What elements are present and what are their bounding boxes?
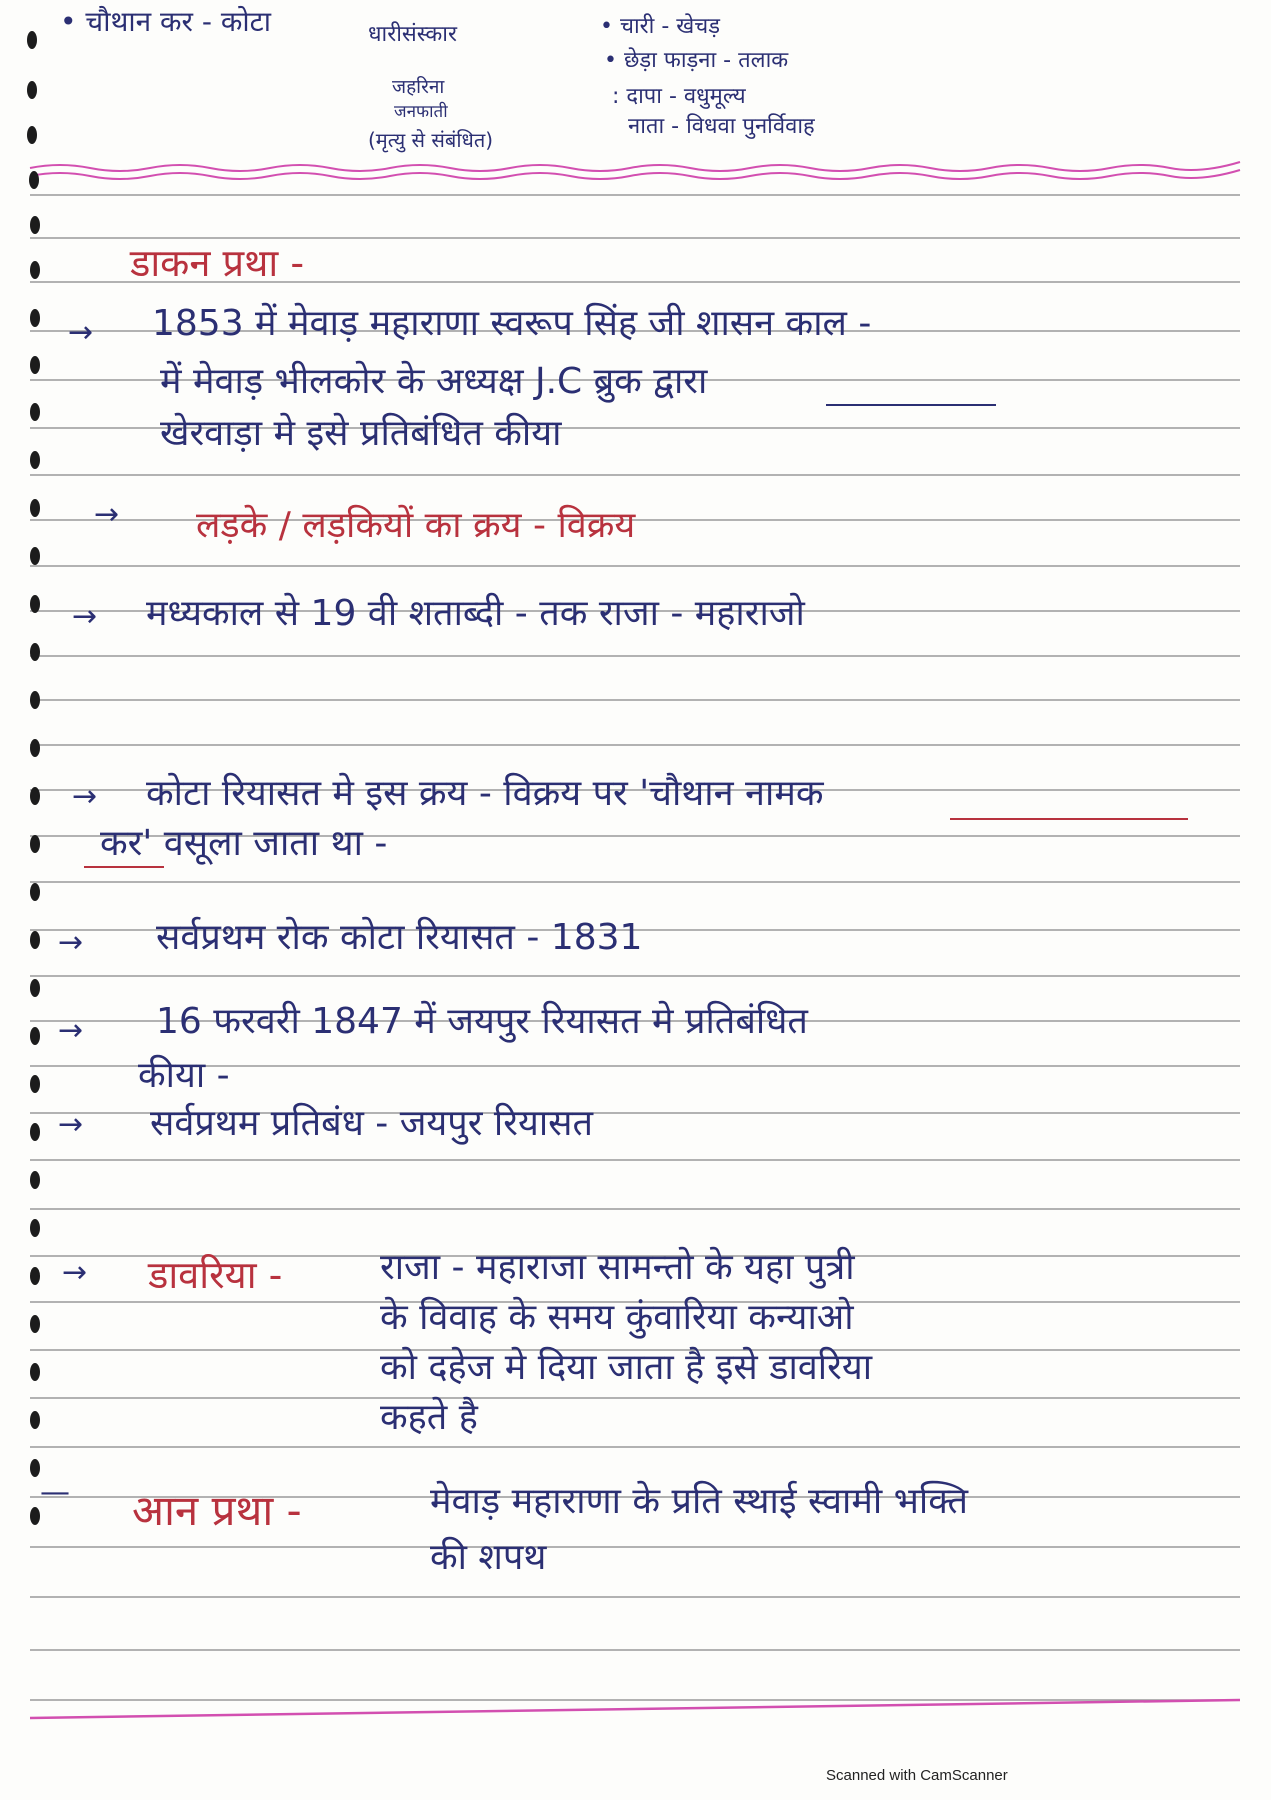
trade-jaipur-first-ban: सर्वप्रथम प्रतिबंध - जयपुर रियासत [150,1103,594,1144]
arrow-icon: → [68,315,94,350]
jc-brook-underline [826,404,996,406]
davariya-line3: को दहेज मे दिया जाता है इसे डावरिया [380,1347,873,1388]
aan-heading: आन प्रथा - [132,1486,302,1535]
arrow-icon: → [94,497,120,532]
trade-heading: लड़के / लड़कियों का क्रय - विक्रय [196,505,636,546]
dakan-text-line2: में मेवाड़ भीलकोर के अध्यक्ष J.C ब्रुक द्वारा [160,361,708,402]
header-col2-title: धारीसंस्कार [368,22,457,47]
dakan-text-line3: खेरवाड़ा मे इसे प्रतिबंधित कीया [160,413,562,454]
arrow-icon: → [62,1255,88,1290]
arrow-icon: → [72,779,98,814]
arrow-icon: → [58,925,84,960]
davariya-line2: के विवाह के समय कुंवारिया कन्याओ [380,1297,854,1338]
davariya-heading: डावरिया - [148,1253,283,1297]
aan-line1: मेवाड़ महाराणा के प्रति स्थाई स्वामी भक्ति [430,1481,969,1522]
chauthan-underline [950,818,1188,820]
header-chauthan-note: • चौथान कर - कोटा [60,5,272,38]
arrow-icon: → [58,1013,84,1048]
trade-kota-line2: कर' वसूला जाता था - [100,823,388,864]
dakan-text-line1: 1853 में मेवाड़ महाराणा स्वरूप सिंह जी शासन काल - [152,303,872,344]
dakan-heading: डाकन प्रथा - [130,241,305,285]
trade-first-ban-line: सर्वप्रथम रोक कोटा रियासत - 1831 [156,917,643,958]
spiral-binding [0,0,60,1800]
header-col2-line3: जनफाती [394,102,448,122]
trade-jaipur-line2: कीया - [138,1055,230,1096]
header-col3-line2: • छेड़ा फाड़ना - तलाक [604,48,789,73]
header-col2-line4: (मृत्यु से संबंधित) [368,128,494,152]
header-col3-line3: : दापा - वधुमूल्य [612,84,746,109]
dash-icon: — [40,1475,70,1510]
aan-line2: की शपथ [430,1537,547,1578]
trade-medieval-line: मध्यकाल से 19 वी शताब्दी - तक राजा - महाराजो [146,593,805,634]
davariya-line4: कहते है [380,1397,478,1438]
header-col3-line1: • चारी - खेचड़ [600,14,720,39]
davariya-line1: राजा - महाराजा सामन्तो के यहा पुत्री [380,1247,855,1288]
header-col2-line2: जहरिना [392,76,445,98]
header-col3-line4: नाता - विधवा पुनर्विवाह [628,114,815,139]
kar-underline [84,866,164,868]
trade-kota-line1: कोटा रियासत मे इस क्रय - विक्रय पर 'चौथान नामक [146,773,824,814]
arrow-icon: → [58,1107,84,1142]
scanner-watermark: Scanned with CamScanner [826,1767,1008,1784]
arrow-icon: → [72,599,98,634]
trade-jaipur-line1: 16 फरवरी 1847 में जयपुर रियासत मे प्रतिबंधित [156,1001,808,1042]
